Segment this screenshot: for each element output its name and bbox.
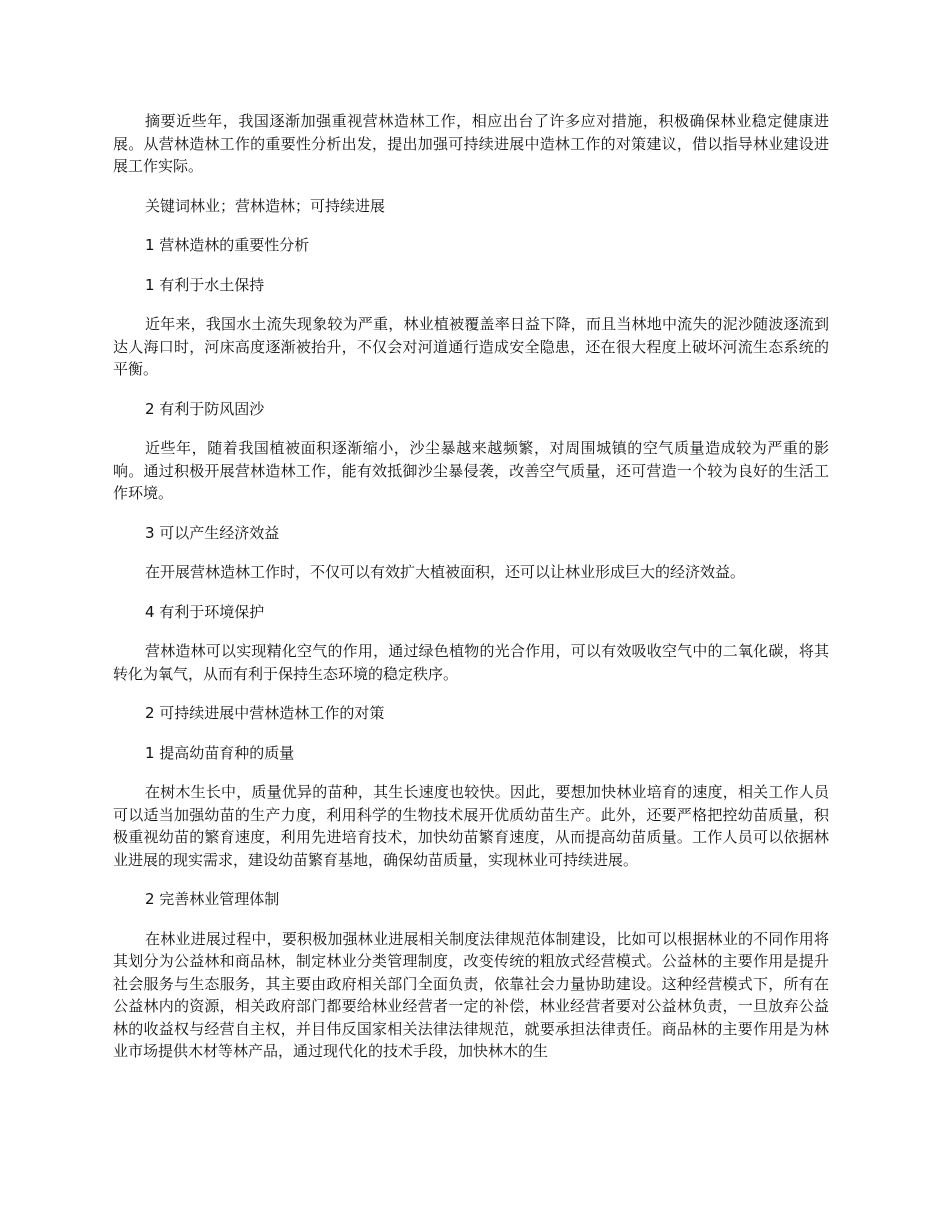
keywords-paragraph: 关键词林业；营林造林；可持续进展 [145, 196, 386, 215]
body-paragraph: 在林业进展过程中，要积极加强林业进展相关制度法律规范体制建设，比如可以根据林业的不同作用将其划分为公益林和商品林，制定林业分类管理制度，改变传统的粗放式经营模式。公益林的主要作用是提升社会服务与生态服务，其主要由政府相关部门全面负责，依靠社会力量协助建设。这种经营模式下，所有在公益林内的资源，相关政府部门都要给林业经营者一定的补偿，林业经营者要对公益林负责，一旦放弃公益林的收益权与经营自主权，并目伟反国家相关法律法律规范，就要承担法律责任。商品林的主要作用是为林业市场提供木材等林产品，通过现代化的技术手段，加快林木的生 [113, 929, 829, 1060]
subsection-heading: 2 有利于防风固沙 [145, 399, 265, 418]
body-paragraph: 近年来，我国水土流失现象较为严重，林业植被覆盖率日益下降，而且当林地中流失的泥沙随波逐流到达人海口时，河床高度逐渐被抬升，不仅会对河道通行造成安全隐患，还在很大程度上破坏河流生态系统的平衡。 [113, 315, 829, 378]
subsection-heading: 1 有利于水土保持 [145, 275, 265, 294]
subsection-heading: 1 提高幼苗育种的质量 [145, 743, 295, 762]
body-paragraph: 营林造林可以实现精化空气的作用，通过绿色植物的光合作用，可以有效吸收空气中的二氧化碳，将其转化为氧气，从而有利于保持生态环境的稳定秩序。 [113, 642, 829, 683]
document-page [113, 110, 829, 1063]
abstract-paragraph: 摘要近些年，我国逐渐加强重视营林造林工作，相应出台了许多应对措施，积极确保林业稳定健康进展。从营林造林工作的重要性分析出发，提出加强可持续进展中造林工作的对策建议，借以指导林业建设进展工作实际。 [113, 112, 829, 175]
subsection-heading: 3 可以产生经济效益 [145, 523, 280, 542]
body-paragraph: 在树木生长中，质量优异的苗种，其生长速度也较快。因此，要想加快林业培育的速度，相关工作人员可以适当加强幼苗的生产力度，利用科学的生物技术展开优质幼苗生产。此外，还要严格把控幼苗质量，积极重视幼苗的繁育速度，利用先进培育技术，加快幼苗繁育速度，从而提高幼苗质量。工作人员可以依据林业进展的现实需求，建设幼苗繁育基地，确保幼苗质量，实现林业可持续进展。 [113, 783, 829, 869]
body-paragraph: 近些年，随着我国植被面积逐渐缩小，沙尘暴越来越频繁，对周围城镇的空气质量造成较为严重的影响。通过积极开展营林造林工作，能有效抵御沙尘暴侵袭，改善空气质量，还可营造一个较为良好的生活工作环境。 [113, 439, 829, 502]
subsection-heading: 2 完善林业管理体制 [145, 890, 280, 908]
section-heading: 1 营林造林的重要性分析 [145, 236, 310, 254]
body-paragraph: 在开展营林造林工作时，不仅可以有效扩大植被面积，还可以让林业形成巨大的经济效益。 [145, 563, 746, 581]
subsection-heading: 4 有利于环境保护 [145, 602, 265, 621]
section-heading: 2 可持续进展中营林造林工作的对策 [145, 704, 385, 722]
